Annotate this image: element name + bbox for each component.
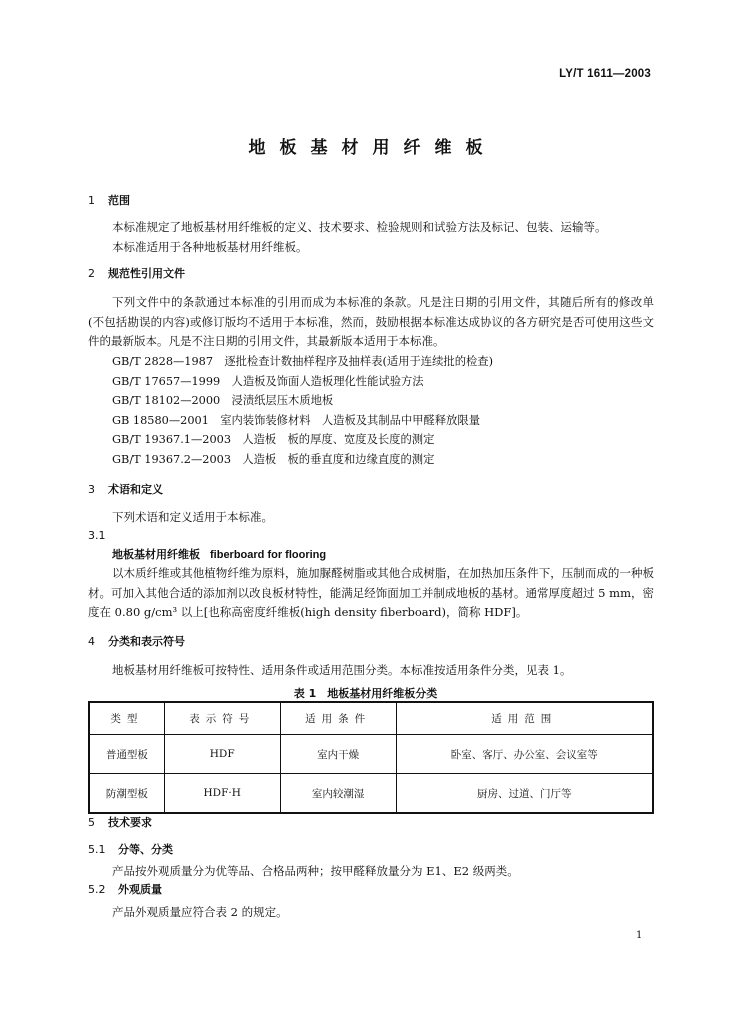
- table-cell: 卧室、客厅、办公室、会议室等: [396, 735, 653, 774]
- table-cell: 室内较潮湿: [280, 774, 396, 814]
- table-cell: HDF·H: [164, 774, 280, 814]
- subsection-number: 3.1: [88, 529, 106, 542]
- section-5-heading: [88, 815, 152, 831]
- section-2-para-1: 下列文件中的条款通过本标准的引用而成为本标准的条款。凡是注日期的引用文件，其随后所有的修改单(不包括勘误的内容)或修订版均不适用于本标准，然而，鼓励根据本标准达成协议的各方研究是否可使用这些文件的最新版本。凡是不注日期的引用文件，其最新版本适用于本标准。: [88, 295, 654, 348]
- section-title: 规范性引用文件: [108, 267, 185, 280]
- table-cell: 防潮型板: [89, 774, 164, 814]
- section-1-para-2: 本标准适用于各种地板基材用纤维板。: [112, 240, 308, 254]
- subsection-title: 分等、分类: [118, 843, 173, 856]
- table-header-cell: 适用条件: [280, 702, 396, 735]
- subsection-number: 5.2: [88, 883, 106, 896]
- reference-list: [112, 352, 493, 469]
- page-title: 地板基材用纤维板: [248, 138, 497, 158]
- section-4-heading: [88, 634, 185, 650]
- document-code: LY/T 1611—2003: [559, 68, 651, 80]
- section-3-para-1: 下列术语和定义适用于本标准。: [112, 510, 273, 524]
- table-header-cell: 适用范围: [396, 702, 653, 735]
- subsection-5-2-text: 产品外观质量应符合表 2 的规定。: [112, 905, 288, 919]
- section-4-para-1: 地板基材用纤维板可按特性、适用条件或适用范围分类。本标准按适用条件分类，见表 1。: [112, 663, 572, 677]
- term-chinese: 地板基材用纤维板: [112, 548, 200, 561]
- table-row: [89, 774, 653, 814]
- subsection-5-2-heading: [88, 882, 162, 898]
- table-header-cell: 表示符号: [164, 702, 280, 735]
- reference-item: GB/T 2828—1987 逐批检查计数抽样程序及抽样表(适用于连续批的检查): [112, 355, 493, 368]
- table-cell: 室内干燥: [280, 735, 396, 774]
- section-number: 1: [88, 194, 95, 207]
- subsection-3-1-number: [88, 528, 106, 544]
- table-row: [89, 735, 653, 774]
- section-1-heading: [88, 193, 130, 209]
- table-header-cell: 类型: [89, 702, 164, 735]
- reference-item: GB/T 19367.2—2003 人造板 板的垂直度和边缘直度的测定: [112, 452, 435, 466]
- subsection-number: 5.1: [88, 843, 106, 856]
- subsection-title: 外观质量: [118, 883, 162, 896]
- table-1-caption: 表 1 地板基材用纤维板分类: [293, 687, 438, 700]
- term-line: [112, 547, 326, 563]
- page-number: 1: [636, 930, 643, 941]
- table-cell: HDF: [164, 735, 280, 774]
- table-cell: 厨房、过道、门厅等: [396, 774, 653, 814]
- section-title: 范围: [108, 194, 130, 207]
- section-number: 2: [88, 267, 95, 280]
- subsection-5-1-heading: [88, 842, 173, 858]
- section-1-para-1: 本标准规定了地板基材用纤维板的定义、技术要求、检验规则和试验方法及标记、包装、运输等。: [112, 220, 607, 234]
- reference-item: GB/T 18102—2000 浸渍纸层压木质地板: [112, 394, 334, 407]
- subsection-5-1-text: 产品按外观质量分为优等品、合格品两种；按甲醛释放量分为 E1、E2 级两类。: [112, 864, 519, 878]
- table-header-row: [89, 702, 653, 735]
- section-title: 分类和表示符号: [108, 635, 185, 648]
- reference-item: GB/T 19367.1—2003 人造板 板的厚度、宽度及长度的测定: [112, 433, 435, 446]
- table-cell: 普通型板: [89, 735, 164, 774]
- classification-table: [88, 701, 654, 814]
- reference-item: GB/T 17657—1999 人造板及饰面人造板理化性能试验方法: [112, 374, 424, 388]
- section-title: 术语和定义: [108, 483, 163, 496]
- term-definition: 以木质纤维或其他植物纤维为原料，施加脲醛树脂或其他合成树脂，在加热加压条件下，压制而成的一种板材。可加入其他合适的添加剂以改良板材特性，能满足经饰面加工并制成地板的基材。通常厚度超过 5 mm，密度在 0.80 g/cm³ 以上[也称高密度纤维板(high density fiberboard)，简称 HDF]。: [88, 566, 654, 619]
- section-3-heading: [88, 482, 163, 498]
- section-number: 3: [88, 483, 95, 496]
- section-number: 5: [88, 816, 95, 829]
- section-title: 技术要求: [108, 816, 152, 829]
- section-2-heading: [88, 266, 185, 282]
- section-number: 4: [88, 635, 95, 648]
- term-english: fiberboard for flooring: [210, 549, 327, 561]
- reference-item: GB 18580—2001 室内装饰装修材料 人造板及其制品中甲醛释放限量: [112, 413, 481, 427]
